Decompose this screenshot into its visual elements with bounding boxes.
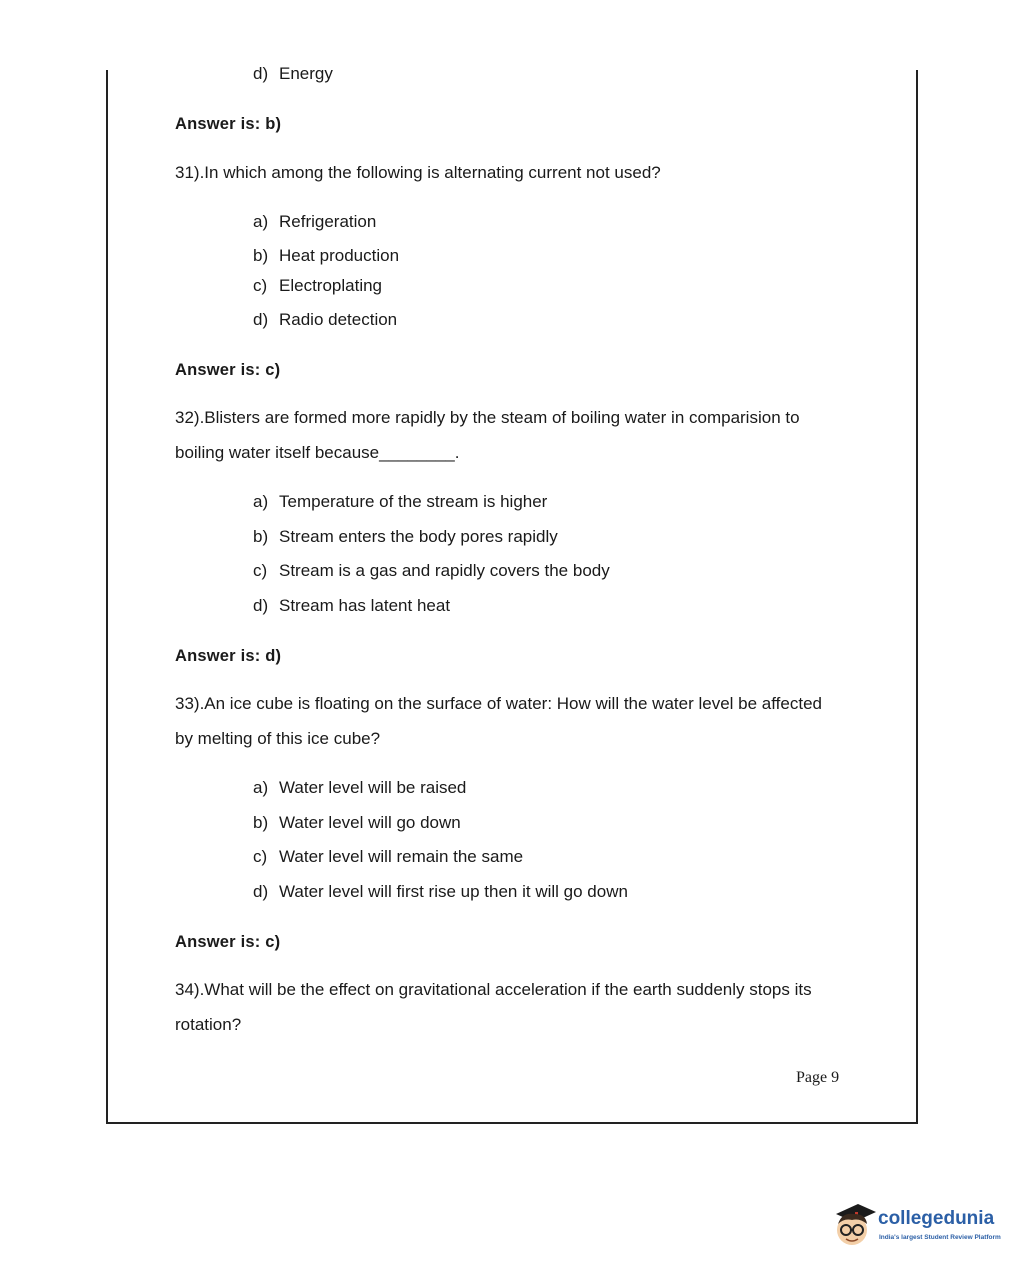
q32-option-c xyxy=(253,561,610,581)
option-text: Water level will first rise up then it will go down xyxy=(279,882,628,901)
option-label: a) xyxy=(253,778,269,797)
question-34-line2: rotation? xyxy=(175,1015,242,1034)
option-label: c) xyxy=(253,276,268,295)
collegedunia-logo[interactable] xyxy=(832,1198,1004,1252)
q31-option-d xyxy=(253,310,397,330)
option-label: d) xyxy=(253,596,269,615)
option-text: Temperature of the stream is higher xyxy=(279,492,548,511)
option-text: Water level will remain the same xyxy=(279,847,524,866)
option-label: a) xyxy=(253,212,269,231)
mascot-icon xyxy=(832,1198,876,1252)
q31-option-a xyxy=(253,212,376,232)
q33-option-d xyxy=(253,882,628,902)
q33-option-b xyxy=(253,813,461,833)
q32-option-d xyxy=(253,596,450,616)
page-number: Page 9 xyxy=(796,1069,840,1086)
q33-option-c xyxy=(253,847,523,867)
option-label: c) xyxy=(253,561,268,580)
q33-option-a xyxy=(253,778,466,798)
option-text: Water level will go down xyxy=(279,813,461,832)
q32-option-a xyxy=(253,492,547,512)
answer-q30: Answer is: b) xyxy=(175,115,282,133)
question-31: 31).In which among the following is alternating current not used? xyxy=(175,163,661,182)
option-text: Electroplating xyxy=(279,276,383,295)
option-text: Energy xyxy=(279,64,333,83)
question-32-line2: boiling water itself because________. xyxy=(175,443,460,462)
option-text: Radio detection xyxy=(279,310,398,329)
option-label: c) xyxy=(253,847,268,866)
option-text: Stream has latent heat xyxy=(279,596,451,615)
option-label: a) xyxy=(253,492,269,511)
option-label: d) xyxy=(253,64,269,83)
option-text: Water level will be raised xyxy=(279,778,467,797)
answer-q31: Answer is: c) xyxy=(175,361,281,379)
answer-q32: Answer is: d) xyxy=(175,647,282,665)
option-label: d) xyxy=(253,310,269,329)
q31-option-b xyxy=(253,246,399,266)
q31-option-c xyxy=(253,276,382,296)
option-label: d) xyxy=(253,882,269,901)
logo-tagline: India's largest Student Review Platform xyxy=(879,1234,1001,1241)
q32-option-b xyxy=(253,527,558,547)
page-frame xyxy=(106,70,918,1124)
question-33-line1: 33).An ice cube is floating on the surface of water: How will the water level be affected xyxy=(175,694,822,713)
option-label: b) xyxy=(253,813,269,832)
question-34-line1: 34).What will be the effect on gravitational acceleration if the earth suddenly stops its xyxy=(175,980,812,999)
option-label: b) xyxy=(253,246,269,265)
answer-q33: Answer is: c) xyxy=(175,933,281,951)
question-33-line2: by melting of this ice cube? xyxy=(175,729,381,748)
question-32-line1: 32).Blisters are formed more rapidly by the steam of boiling water in comparision to xyxy=(175,408,800,427)
option-text: Stream is a gas and rapidly covers the body xyxy=(279,561,610,580)
option-text: Refrigeration xyxy=(279,212,377,231)
logo-brand: collegedunia xyxy=(878,1208,995,1229)
option-text: Heat production xyxy=(279,246,400,265)
prev-option-d xyxy=(253,64,333,84)
option-label: b) xyxy=(253,527,269,546)
option-text: Stream enters the body pores rapidly xyxy=(279,527,558,546)
